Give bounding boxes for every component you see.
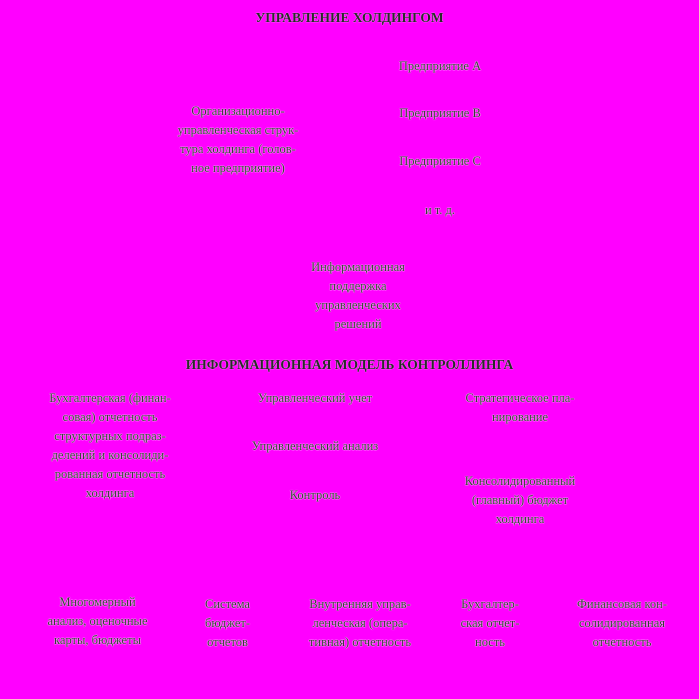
accounting-reports-label: Бухгалтерская (финан- совая) отчетность структурных подраз- делений и консолиди- рованная отчетность холдинга — [49, 391, 171, 500]
consolidated-budget-label: Консолидированный (главный) бюджет холдинга — [464, 474, 576, 526]
management-accounting-label: Управленческий учет — [257, 391, 373, 405]
etc-label: и т. д. — [424, 203, 456, 217]
control-label: Контроль — [289, 488, 341, 502]
internal-reporting-label: Внутренняя управ- ленческая (опера- тивная) отчетность — [308, 597, 412, 649]
budget-system-label: Система бюджет- отчетов — [204, 597, 251, 649]
enterprise-c-label: Предприятие С — [399, 154, 481, 168]
strategic-planning-label: Стратегическое пла- нирование — [465, 391, 575, 424]
multidim-analysis-label: Многомерный анализ, оценочные карты, бюджеты — [47, 595, 148, 647]
model-title: ИНФОРМАЦИОННАЯ МОДЕЛЬ КОНТРОЛЛИНГА — [185, 357, 514, 372]
enterprise-b-label: Предприятие В — [399, 106, 481, 120]
holding-title: УПРАВЛЕНИЕ ХОЛДИНГОМ — [255, 10, 444, 25]
financial-consolidated-label: Финансовая кон- солидированная отчетность — [577, 597, 667, 649]
accounting-reporting-label: Бухгалтер- ская отчет- ность — [460, 597, 520, 649]
org-structure-label: Организационно- управленческая струк- тура холдинга (голов- ное предприятие) — [177, 104, 299, 175]
management-analysis-label: Управленческий анализ — [251, 439, 379, 453]
info-support-label: Информационная поддержка управленческих решений — [311, 260, 405, 331]
enterprise-a-label: Предприятие А — [398, 59, 482, 73]
